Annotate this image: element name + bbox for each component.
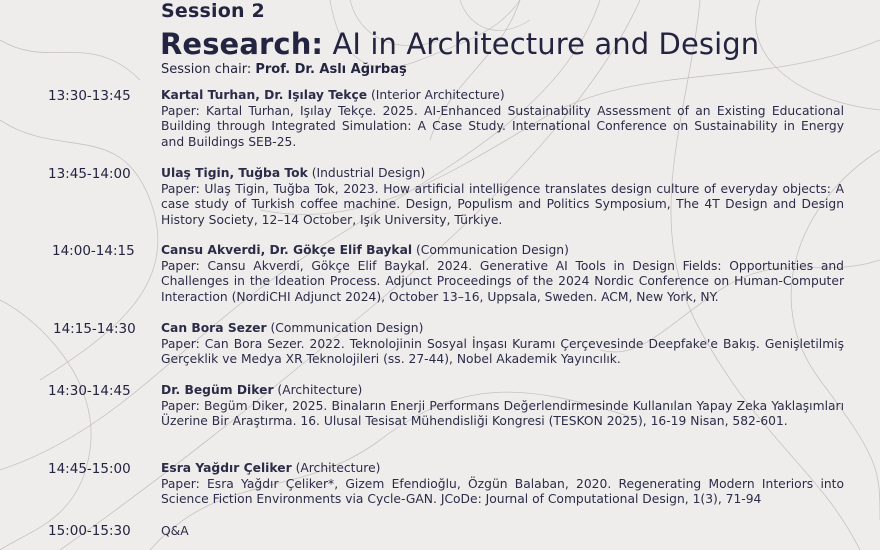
entry-authors: Ulaş Tigin, Tuğba Tok: [161, 166, 308, 180]
entry-authors: Esra Yağdır Çeliker: [161, 461, 292, 475]
session-chair-label: Session chair:: [161, 62, 256, 77]
session-title: [160, 27, 759, 61]
entry-department: (Communication Design): [266, 321, 424, 335]
session-title-bold: Research:: [160, 27, 324, 61]
entry-presenters: [161, 88, 844, 104]
entry-department: (Industrial Design): [307, 166, 426, 180]
entry-authors: Dr. Begüm Diker: [161, 383, 274, 397]
session-title-rest: AI in Architecture and Design: [323, 27, 760, 61]
entry-time: 14:30-14:45: [48, 383, 131, 399]
schedule-entry: [161, 243, 844, 305]
entry-presenters: [161, 383, 844, 399]
schedule-entry: [161, 166, 844, 228]
session-chair: [161, 62, 407, 77]
schedule-entry: [161, 321, 844, 368]
entry-time: 14:15-14:30: [53, 321, 136, 337]
entry-paper: Paper: Begüm Diker, 2025. Binaların Enerji Performans Değerlendirmesinde Kullanılan Yapay Zeka Yaklaşımları Üzerine Bir Araştırma. 16. Ulusal Tesisat Mühendisliği Kongresi (TESKON 2025), 16-19 Nisan, 582-601.: [161, 398, 844, 429]
entry-paper: Paper: Esra Yağdır Çeliker*, Gizem Efendioğlu, Özgün Balaban, 2020. Regenerating Modern Interiors into Science Fiction Environments via Cycle-GAN. JCoDe: Journal of Computational Design, 1(3), 71-94: [161, 476, 844, 507]
schedule-entry: [161, 383, 844, 430]
entry-presenters: [161, 243, 844, 259]
schedule-entry-qa: [161, 524, 844, 540]
entry-paper: Paper: Cansu Akverdi, Gökçe Elif Baykal. 2024. Generative AI Tools in Design Fields: Opportunities and Challenges in the Ideation Process. Adjunct Proceedings of the 2024 Nordic Conference on Human-Computer Interaction (NordiCHI Adjunct 2024), October 13–16, Uppsala, Sweden. ACM, New York, NY.: [161, 258, 844, 304]
entry-paper: Paper: Can Bora Sezer. 2022. Teknolojinin Sosyal İnşası Kuramı Çerçevesinde Deepfake'e Bakış. Genişletilmiş Gerçeklik ve Medya XR Teknolojileri (ss. 27-44), Nobel Akademik Yayıncılık.: [161, 336, 844, 367]
entry-time: 13:30-13:45: [48, 88, 131, 104]
schedule-entry: [161, 88, 844, 150]
entry-department: (Interior Architecture): [367, 88, 505, 102]
entry-presenters: [161, 166, 844, 182]
session-number: Session 2: [161, 0, 265, 22]
entry-department: (Architecture): [291, 461, 381, 475]
entry-authors: Cansu Akverdi, Dr. Gökçe Elif Baykal: [161, 243, 413, 257]
entry-time: 14:45-15:00: [48, 461, 131, 477]
entry-paper: Paper: Ulaş Tigin, Tuğba Tok, 2023. How artificial intelligence translates design culture of everyday objects: A case study of Turkish coffee machine. Design, Populism and Politics Symposium, The 4T Design and Design History Society, 12–14 October, Işık University, Türkiye.: [161, 181, 844, 227]
entry-time: 15:00-15:30: [48, 523, 131, 539]
entry-paper: Paper: Kartal Turhan, Işılay Tekçe. 2025. AI-Enhanced Sustainability Assessment of an Existing Educational Building through Integrated Simulation: A Case Study. International Conference on Sustainability in Energy and Buildings SEB-25.: [161, 103, 844, 149]
entry-time: 13:45-14:00: [48, 166, 131, 182]
entry-presenters: [161, 461, 844, 477]
entry-authors: Kartal Turhan, Dr. Işılay Tekçe: [161, 88, 368, 102]
entry-presenters: [161, 321, 844, 337]
entry-department: (Communication Design): [412, 243, 569, 257]
entry-authors: Can Bora Sezer: [161, 321, 267, 335]
session-chair-name: Prof. Dr. Aslı Ağırbaş: [255, 62, 407, 77]
entry-qa-label: Q&A: [161, 524, 189, 538]
entry-department: (Architecture): [273, 383, 363, 397]
entry-time: 14:00-14:15: [52, 243, 135, 259]
schedule-entry: [161, 461, 844, 508]
